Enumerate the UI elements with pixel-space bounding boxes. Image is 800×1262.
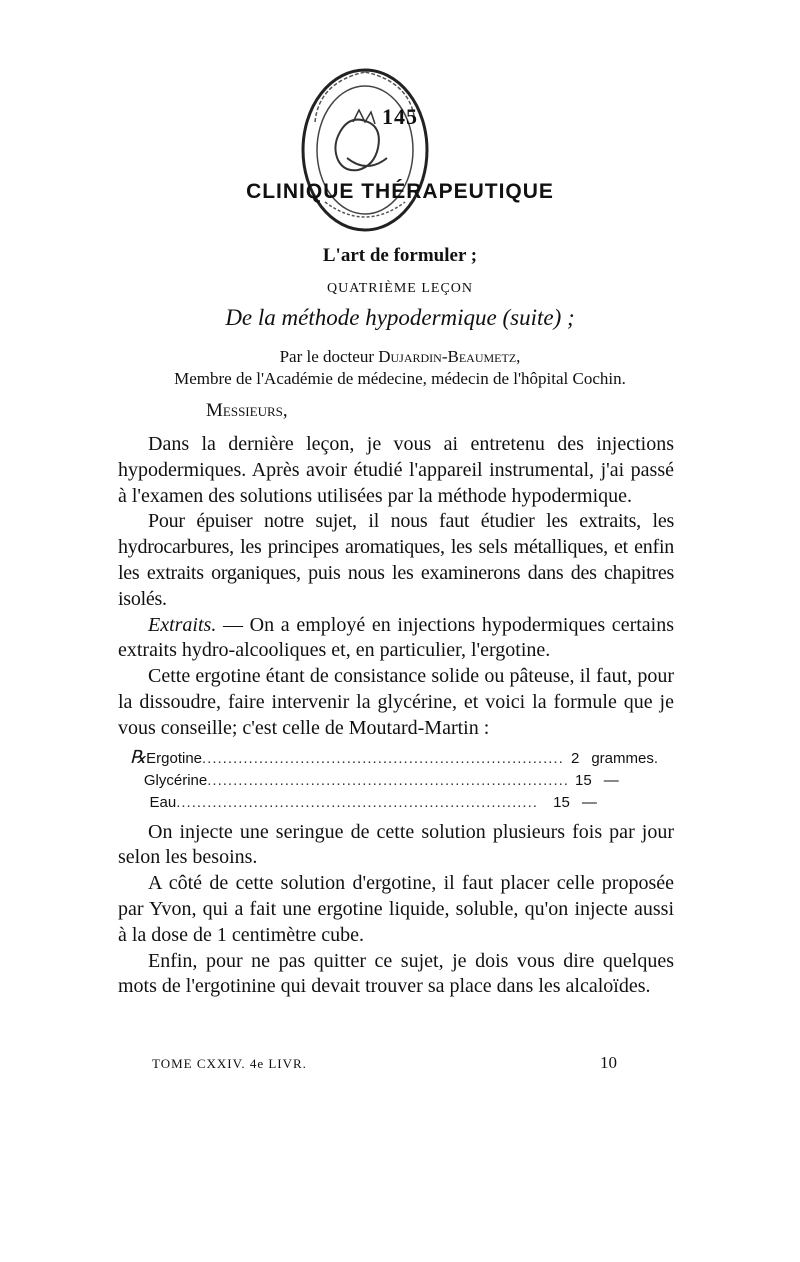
page-number: 145 bbox=[382, 104, 418, 129]
lecture-title: De la méthode hypodermique (suite) ; bbox=[225, 305, 575, 330]
paragraph-extraits bbox=[118, 613, 674, 665]
recipe-ingredient: Eau bbox=[149, 793, 177, 811]
paragraph: Enfin, pour ne pas quitter ce sujet, je dois vous dire quelques mots de l'ergotinine qui devait trouver sa place dans les alcaloïdes. bbox=[118, 949, 674, 998]
recipe-ingredient: Glycérine bbox=[143, 771, 208, 789]
recipe-quantity: 15 bbox=[575, 771, 592, 789]
sheet-number: 10 bbox=[600, 1053, 617, 1072]
recipe-unit: grammes. bbox=[591, 749, 658, 767]
extraits-label: Extraits. bbox=[148, 613, 217, 636]
paragraph: Pour épuiser notre sujet, il nous faut étudier les extraits, les hydrocarbures, les principes aromatiques, les sels métalliques, et enfin les extraits organiques, puis nous les examinerons dans des chapitres isolés. bbox=[118, 510, 674, 610]
recipe-row bbox=[118, 792, 658, 814]
lecture-number: QUATRIÈME LEÇON bbox=[326, 281, 474, 296]
recipe-quantity: 2 bbox=[570, 749, 580, 767]
recipe-row bbox=[118, 746, 658, 770]
paragraph: On injecte une seringue de cette solution plusieurs fois par jour selon les besoins. bbox=[118, 820, 674, 869]
author-name: Dujardin-Beaumetz, bbox=[378, 347, 521, 366]
paragraph: A côté de cette solution d'ergotine, il faut placer celle proposée par Yvon, qui a fait une ergotine liquide, soluble, qu'on injecte aussi à la dose de 1 centimètre cube. bbox=[118, 872, 674, 946]
series-title: L'art de formuler ; bbox=[322, 245, 478, 266]
extraits-text: — On a employé en injections hypodermiques certains extraits hydro-alcooliques et, en particulier, l'ergotine. bbox=[118, 613, 674, 662]
leader-dots: ...................................................................... bbox=[207, 771, 569, 789]
paragraph: Dans la dernière leçon, je vous ai entretenu des injections hypodermiques. Après avoir étudié l'appareil instrumental, j'ai passé à l'examen des solutions utilisées par la méthode hypodermique. bbox=[118, 433, 674, 507]
recipe-unit: — bbox=[581, 793, 597, 811]
recipe-table bbox=[118, 746, 674, 814]
library-seal-icon bbox=[295, 62, 435, 237]
author-block bbox=[0, 346, 800, 390]
recipe-symbol: ℞ bbox=[130, 746, 147, 767]
recipe-unit: — bbox=[603, 771, 619, 789]
section-title: CLINIQUE THÉRAPEUTIQUE bbox=[246, 180, 554, 203]
author-line bbox=[0, 346, 800, 368]
volume-signature: TOME CXXIV. 4e LIVR. bbox=[152, 1056, 307, 1071]
author-prefix: Par le docteur bbox=[279, 347, 379, 366]
salutation: Messieurs, bbox=[206, 400, 288, 421]
leader-dots: ...................................................................... bbox=[202, 749, 564, 767]
author-affiliation: Membre de l'Académie de médecine, médecin de l'hôpital Cochin. bbox=[174, 369, 626, 388]
paragraph: Cette ergotine étant de consistance solide ou pâteuse, il faut, pour la dissoudre, faire intervenir la glycérine, et voici la formule que je vous conseille; c'est celle de Moutard-Martin : bbox=[118, 665, 674, 739]
leader-dots: ...................................................................... bbox=[176, 793, 538, 811]
recipe-quantity: 15 bbox=[553, 793, 570, 811]
article-body bbox=[118, 432, 674, 1000]
recipe-row bbox=[118, 770, 658, 792]
recipe-ingredient: Ergotine bbox=[146, 749, 203, 767]
